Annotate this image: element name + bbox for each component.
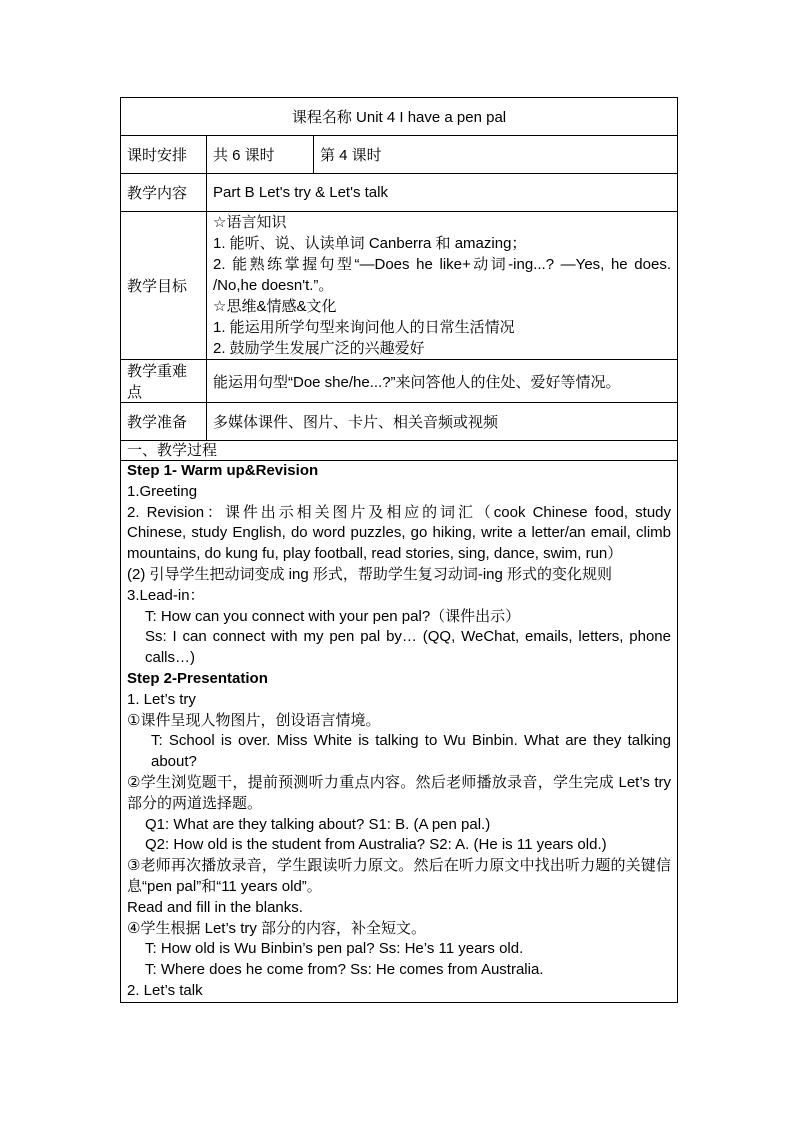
circle3-line: ③老师再次播放录音，学生跟读听力原文。然后在听力原文中找出听力题的关键信息“pen pal”和“11 years old”。: [127, 857, 671, 895]
leadin-teacher-line: T: How can you connect with your pen pal?（课件出示）: [145, 607, 521, 625]
leadin-line: 3.Lead-in：: [127, 586, 205, 604]
question1-line: Q1: What are they talking about? S1: B. (A pen pal.): [145, 815, 491, 833]
schedule-current: 第 4 课时: [314, 136, 678, 174]
lesson-plan-table: [120, 97, 678, 1003]
title-row: [121, 98, 678, 136]
content-label: 教学内容: [121, 174, 207, 212]
step1-title: Step 1- Warm up&Revision: [127, 462, 319, 479]
step2-title: Step 2-Presentation: [127, 669, 268, 687]
goals-list: [207, 212, 678, 360]
greeting-line: 1.Greeting: [127, 482, 198, 500]
circle1-teacher-line: T: School is over. Miss White is talking to Wu Binbin. What are they talking about?: [151, 732, 671, 771]
goals-label: 教学目标: [121, 212, 207, 360]
goals-row: [121, 212, 678, 360]
goal-item: ☆思维&情感&文化: [213, 298, 337, 315]
key-points-label: 教学重难点: [121, 360, 207, 403]
read-fill-line: Read and fill in the blanks.: [127, 898, 303, 916]
goal-item: 1. 能听、说、认读单词 Canberra 和 amazing；: [213, 235, 527, 252]
key-points-value: 能运用句型“Doe she/he...?”来问答他人的住处、爱好等情况。: [207, 360, 678, 403]
goal-item: ☆语言知识: [213, 214, 287, 231]
schedule-row: [121, 136, 678, 174]
goal-item: 2. 能熟练掌握句型“—Does he like+动词-ing...? —Yes, he does. /No,he doesn't.”。: [213, 256, 671, 294]
course-title: 课程名称 Unit 4 I have a pen pal: [121, 98, 678, 136]
qa2-line: T: Where does he come from? Ss: He comes from Australia.: [145, 961, 544, 979]
circle4-line: ④学生根据 Let’s try 部分的内容，补全短文。: [127, 919, 427, 937]
leadin-students-line: Ss: I can connect with my pen pal by… (QQ, WeChat, emails, letters, phone calls…): [145, 628, 671, 667]
revision-line: 2. Revision：课件出示相关图片及相应的词汇（cook Chinese food, study Chinese, study English, do word puzzles, go hiking, write a letter/an email, climb mountains, do kung fu, play football, read stories, sing, dance, swim, run）: [127, 503, 671, 563]
circle1-line: ①课件呈现人物图片，创设语言情境。: [127, 711, 381, 729]
key-points-row: [121, 360, 678, 403]
goal-item: 1. 能运用所学句型来询问他人的日常生活情况: [213, 319, 515, 336]
schedule-label: 课时安排: [121, 136, 207, 174]
goal-item: 2. 鼓励学生发展广泛的兴趣爱好: [213, 340, 425, 357]
process-body-row: [121, 461, 678, 1003]
preparation-value: 多媒体课件、图片、卡片、相关音频或视频: [207, 403, 678, 441]
process-body: [121, 461, 678, 1003]
lets-talk-line: 2. Let’s talk: [127, 981, 203, 999]
preparation-row: [121, 403, 678, 441]
content-value: Part B Let's try & Let's talk: [207, 174, 678, 212]
qa1-line: T: How old is Wu Binbin’s pen pal? Ss: He’s 11 years old.: [145, 940, 524, 958]
schedule-total: 共 6 课时: [207, 136, 314, 174]
process-heading-row: [121, 441, 678, 461]
ing-rule-line: (2) 引导学生把动词变成 ing 形式，帮助学生复习动词-ing 形式的变化规则: [127, 565, 613, 583]
content-row: [121, 174, 678, 212]
preparation-label: 教学准备: [121, 403, 207, 441]
lets-try-line: 1. Let’s try: [127, 690, 196, 708]
circle2-line: ②学生浏览题干，提前预测听力重点内容。然后老师播放录音，学生完成 Let’s try 部分的两道选择题。: [127, 773, 671, 812]
question2-line: Q2: How old is the student from Australia? S2: A. (He is 11 years old.): [145, 836, 607, 854]
process-heading: 一、教学过程: [121, 441, 678, 461]
